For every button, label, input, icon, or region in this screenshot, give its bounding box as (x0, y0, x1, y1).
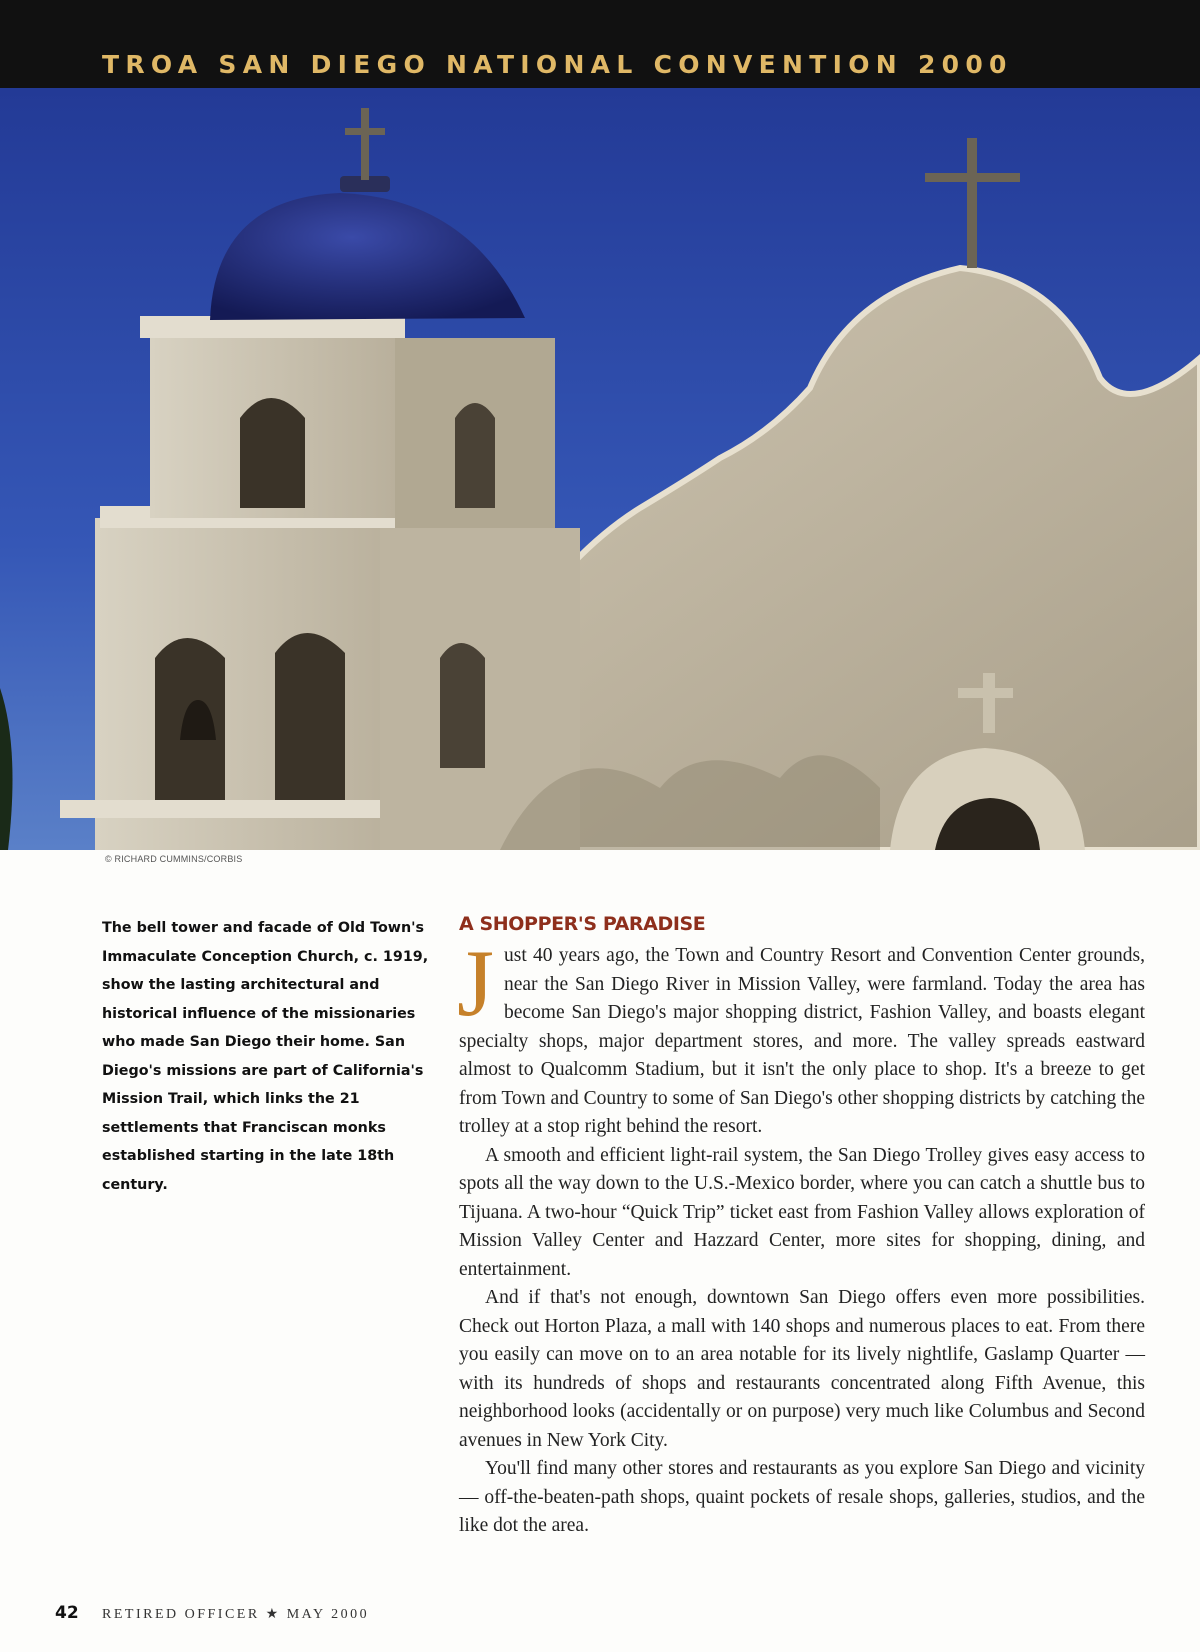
article-paragraph: You'll find many other stores and restaurants as you explore San Diego and vicinity — off-the-beaten-path shops, quaint pockets of resale shops, galleries, studios, and the like dot the area. (459, 1458, 1145, 1536)
publication-name: RETIRED OFFICER ★ MAY 2000 (102, 1607, 370, 1622)
drop-cap: J (457, 930, 494, 1036)
publication-footer (102, 1606, 369, 1623)
photo-credit: © RICHARD CUMMINS/CORBIS (105, 854, 243, 864)
page-header-title: TROA SAN DIEGO NATIONAL CONVENTION 2000 (102, 50, 1013, 79)
article-paragraph (457, 930, 1145, 1142)
article-paragraph: A smooth and efficient light-rail system, the San Diego Trolley gives easy access to spots all the way down to the U.S.-Mexico border, where you can catch a shuttle bus to Tijuana. A two-hour “Quick Trip” ticket east from Fashion Valley allows exploration of Mission Valley Center and Hazzard Center, more sites for shopping, dining, and entertainment. (459, 1144, 1145, 1280)
photo-caption: The bell tower and facade of Old Town's Immaculate Conception Church, c. 1919, show the lasting architectural and historical influence of the missionaries who made San Diego their home. San Diego's missions are part of California's Mission Trail, which links the 21 settlements that Franciscan monks established starting in the late 18th century. (102, 920, 429, 1193)
section-heading: A SHOPPER'S PARADISE (459, 913, 706, 935)
church-photo (0, 88, 1200, 850)
page-number: 42 (55, 1603, 79, 1623)
article-paragraph: And if that's not enough, downtown San Diego offers even more possibilities. Check out Horton Plaza, a mall with 140 shops and numerous places to eat. From there you easily can move on to an area notable for its lively nightlife, Gaslamp Quarter — with its hundreds of shops and restaurants concentrated along Fifth Avenue, this neighborhood looks (accidentally or on purpose) very much like Columbus and Second avenues in New York City. (459, 1287, 1145, 1451)
article-body (457, 930, 1145, 1541)
paragraph-text: ust 40 years ago, the Town and Country Resort and Convention Center grounds, near the San Diego River in Mission Valley, were farmland. Today the area has become San Diego's major shopping district, Fashion Valley, and boasts elegant specialty shops, major department stores, and more. The valley spreads eastward almost to Qualcomm Stadium, but it isn't the only place to shop. It's a breeze to get from Town and Country to some of San Diego's other shopping districts by catching the trolley at a stop right behind the resort. (459, 945, 1145, 1137)
